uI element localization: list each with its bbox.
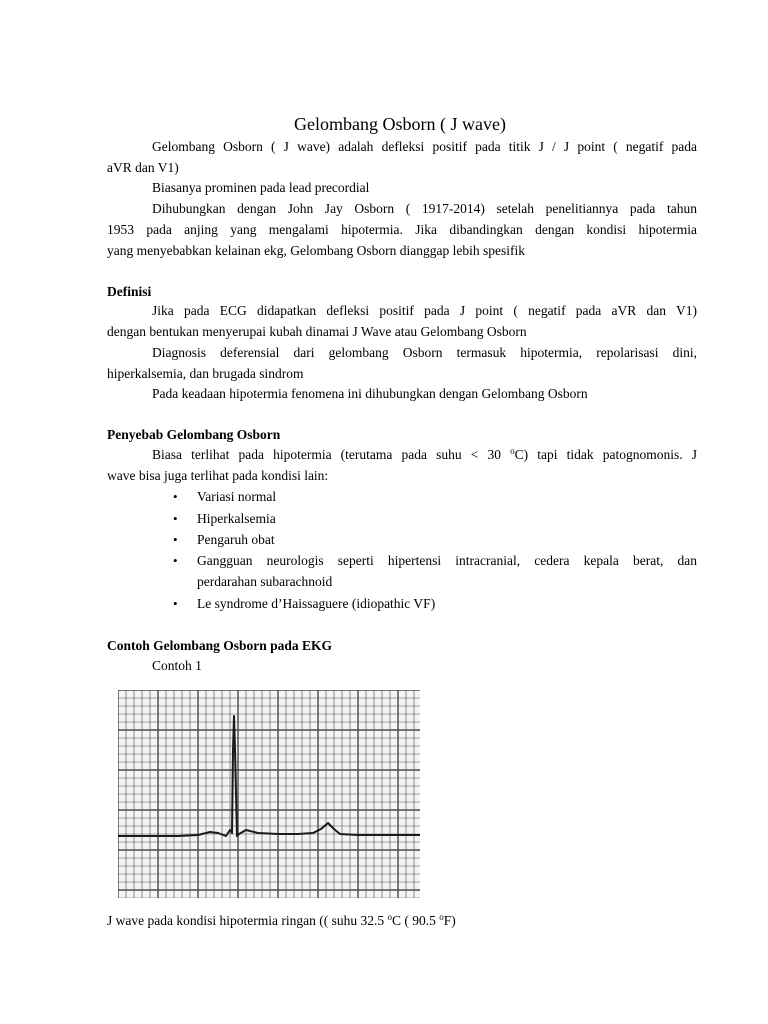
intro-p1-line1: Gelombang Osborn ( J wave) adalah defleksi positif pada titik J / J point ( negatif pada (152, 139, 697, 154)
caption-text-c: F) (443, 913, 456, 928)
intro-p3-line2: 1953 pada anjing yang mengalami hipotermia. Jika dibandingkan dengan kondisi hipotermia (107, 222, 697, 237)
list-item: Le syndrome d’Haissaguere (idiopathic VF) (197, 596, 436, 611)
list-item: Hiperkalsemia (197, 511, 276, 526)
list-item: Pengaruh obat (197, 532, 275, 547)
penyebab-p1-text-a: Biasa terlihat pada hipotermia (terutama pada suhu < 30 (152, 447, 511, 462)
bullet-icon: • (173, 532, 178, 547)
bullet-icon: • (173, 553, 178, 568)
intro-p1-line2: aVR dan V1) (107, 160, 179, 175)
definisi-p1-line2: dengan bentukan menyerupai kubah dinamai J Wave atau Gelombang Osborn (107, 324, 527, 339)
penyebab-p1-line2: wave bisa juga terlihat pada kondisi lain: (107, 468, 329, 483)
contoh-subheading: Contoh 1 (152, 658, 202, 673)
degree-sup: o (387, 912, 392, 922)
contoh-heading: Contoh Gelombang Osborn pada EKG (107, 638, 333, 653)
penyebab-heading: Penyebab Gelombang Osborn (107, 427, 281, 442)
page-title: Gelombang Osborn ( J wave) (294, 114, 506, 134)
intro-p3-line3: yang menyebabkan kelainan ekg, Gelombang Osborn dianggap lebih spesifik (107, 243, 526, 258)
bullet-icon: • (173, 596, 178, 611)
caption-text-b: C ( 90.5 (391, 913, 440, 928)
ecg-strip-image (118, 690, 420, 898)
definisi-p2-line2: hiperkalsemia, dan brugada sindrom (107, 366, 304, 381)
definisi-p2-line1: Diagnosis deferensial dari gelombang Osborn termasuk hipotermia, repolarisasi dini, (152, 345, 697, 360)
ecg-caption (107, 913, 456, 929)
bullet-icon: • (173, 489, 178, 504)
penyebab-p1-line1 (152, 447, 697, 463)
caption-text-a: J wave pada kondisi hipotermia ringan (( suhu 32.5 (107, 913, 388, 928)
bullet-icon: • (173, 511, 178, 526)
list-item-continuation: perdarahan subarachnoid (197, 574, 333, 589)
intro-p2: Biasanya prominen pada lead precordial (152, 180, 370, 195)
definisi-p1-line1: Jika pada ECG didapatkan defleksi positif pada J point ( negatif pada aVR dan V1) (152, 303, 697, 318)
definisi-heading: Definisi (107, 284, 152, 299)
degree-sup: o (439, 912, 444, 922)
penyebab-p1-text-b: C) tapi tidak patognomonis. J (514, 447, 697, 462)
definisi-p3: Pada keadaan hipotermia fenomena ini dihubungkan dengan Gelombang Osborn (152, 386, 588, 401)
intro-p3-line1: Dihubungkan dengan John Jay Osborn ( 1917-2014) setelah penelitiannya pada tahun (152, 201, 697, 216)
list-item: Gangguan neurologis seperti hipertensi intracranial, cedera kepala berat, dan (197, 553, 697, 568)
list-item: Variasi normal (197, 489, 277, 504)
degree-sup: o (510, 446, 515, 456)
